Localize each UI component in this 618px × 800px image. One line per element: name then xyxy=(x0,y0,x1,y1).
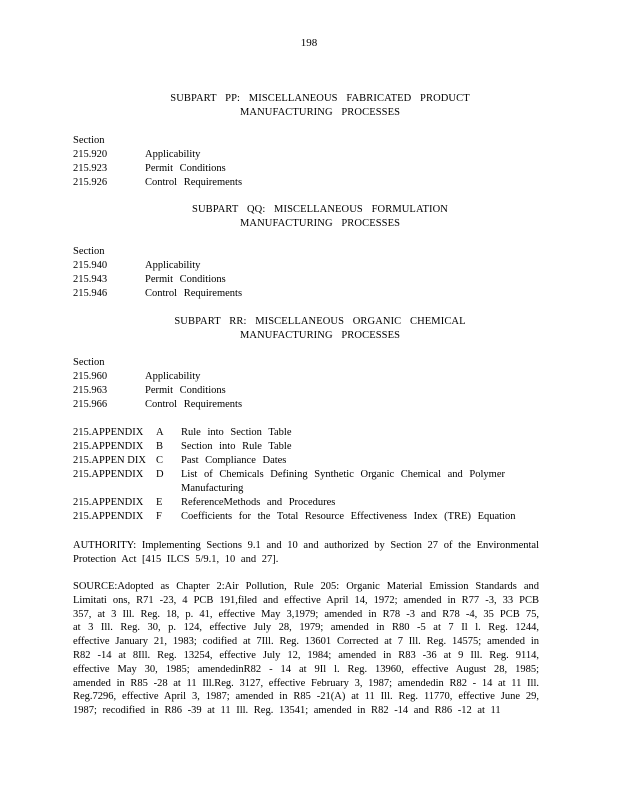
section-title: Applicability xyxy=(145,371,201,382)
section-title: Control Requirements xyxy=(145,399,243,410)
section-number: 215.940 xyxy=(73,260,108,271)
appendix-letter: C xyxy=(156,455,164,466)
subpart-heading-line1: SUBPART PP: MISCELLANEOUS FABRICATED PRODUCT xyxy=(170,93,470,104)
appendix-number: 215.APPENDIX xyxy=(73,497,144,508)
section-title: Control Requirements xyxy=(145,288,243,299)
page-number: 198 xyxy=(300,37,318,49)
section-label: Section xyxy=(73,246,105,257)
section-label: Section xyxy=(73,357,105,368)
authority-note: AUTHORITY: Implementing Sections 9.1 and 10 and authorized by Section 27 of the Environmental Protection Act [415 ILCS 5/9.1, 10 and 27]. xyxy=(73,540,539,565)
source-note: SOURCE:Adopted as Chapter 2:Air Pollution, Rule 205: Organic Material Emission Standards and Limitati ons, R71 -23, 4 PCB 191,filed and effective April 14, 1972; amended in R77 -3, 33 PCB 357, at 3 Ill. Reg. 18, p. 41, effective May 3,1979; amended in R78 -3 and R78 -4, 35 PCB 75, at 3 Ill. Reg. 30, p. 124, effective July 28, 1979; amended in R80 -5 at 7 Il l. Reg. 1244, effective January 21, 1983; codified at 7Ill. Reg. 13601 Corrected at 7 Ill. Reg. 14575; amended in R82 -14 at 8Ill. Reg. 13254, effective July 12, 1984; amended in R83 -36 at 9 Ill. Reg. 9114, effective May 30, 1985; amendedinR82 - 14 at 9Il l. Reg. 13960, effective August 28, 1985; amended in R85 -28 at 11 Ill.Reg. 3127, effective February 3, 1987; amendedin R82 - 14 at 11 Ill. Reg.7296, effective April 3, 1987; amended in R85 -21(A) at 11 Ill. Reg. 11770, effective June 29, 1987; recodified in R86 -39 at 11 Ill. Reg. 13541; amended in R82 -14 and R86 -12 at 11 xyxy=(73,581,539,717)
appendix-title-continued: Manufacturing xyxy=(181,483,244,494)
section-title: Applicability xyxy=(145,149,201,160)
section-number: 215.946 xyxy=(73,288,108,299)
section-number: 215.966 xyxy=(73,399,108,410)
section-label: Section xyxy=(73,135,105,146)
section-number: 215.963 xyxy=(73,385,108,396)
subpart-heading-line1: SUBPART QQ: MISCELLANEOUS FORMULATION xyxy=(192,204,448,215)
appendix-letter: A xyxy=(156,427,164,438)
subpart-pp-heading xyxy=(120,92,520,120)
subpart-qq-heading xyxy=(120,203,520,231)
section-title: Permit Conditions xyxy=(145,163,226,174)
section-title: Applicability xyxy=(145,260,201,271)
appendix-title: ReferenceMethods and Procedures xyxy=(181,497,336,508)
appendix-number: 215.APPENDIX xyxy=(73,469,144,480)
section-title: Permit Conditions xyxy=(145,385,226,396)
section-number: 215.943 xyxy=(73,274,108,285)
subpart-heading-line2: MANUFACTURING PROCESSES xyxy=(239,218,401,229)
appendix-number: 215.APPENDIX xyxy=(73,441,144,452)
appendix-title: Section into Rule Table xyxy=(181,441,292,452)
subpart-heading-line1: SUBPART RR: MISCELLANEOUS ORGANIC CHEMICAL xyxy=(174,316,466,327)
section-number: 215.923 xyxy=(73,163,108,174)
subpart-heading-line2: MANUFACTURING PROCESSES xyxy=(239,330,401,341)
appendix-title: Rule into Section Table xyxy=(181,427,292,438)
subpart-rr-heading xyxy=(120,315,520,343)
section-number: 215.960 xyxy=(73,371,108,382)
appendix-title: List of Chemicals Defining Synthetic Organic Chemical and Polymer xyxy=(181,469,505,480)
appendix-letter: B xyxy=(156,441,164,452)
appendix-letter: E xyxy=(156,497,163,508)
subpart-heading-line2: MANUFACTURING PROCESSES xyxy=(239,107,401,118)
appendix-letter: F xyxy=(156,511,162,522)
section-title: Permit Conditions xyxy=(145,274,226,285)
appendix-title: Past Compliance Dates xyxy=(181,455,287,466)
appendix-number: 215.APPEN DIX xyxy=(73,455,146,466)
section-number: 215.926 xyxy=(73,177,108,188)
appendix-letter: D xyxy=(156,469,164,480)
appendix-title: Coefficients for the Total Resource Effectiveness Index (TRE) Equation xyxy=(181,511,516,522)
section-number: 215.920 xyxy=(73,149,108,160)
appendix-number: 215.APPENDIX xyxy=(73,511,144,522)
section-title: Control Requirements xyxy=(145,177,243,188)
appendix-number: 215.APPENDIX xyxy=(73,427,144,438)
